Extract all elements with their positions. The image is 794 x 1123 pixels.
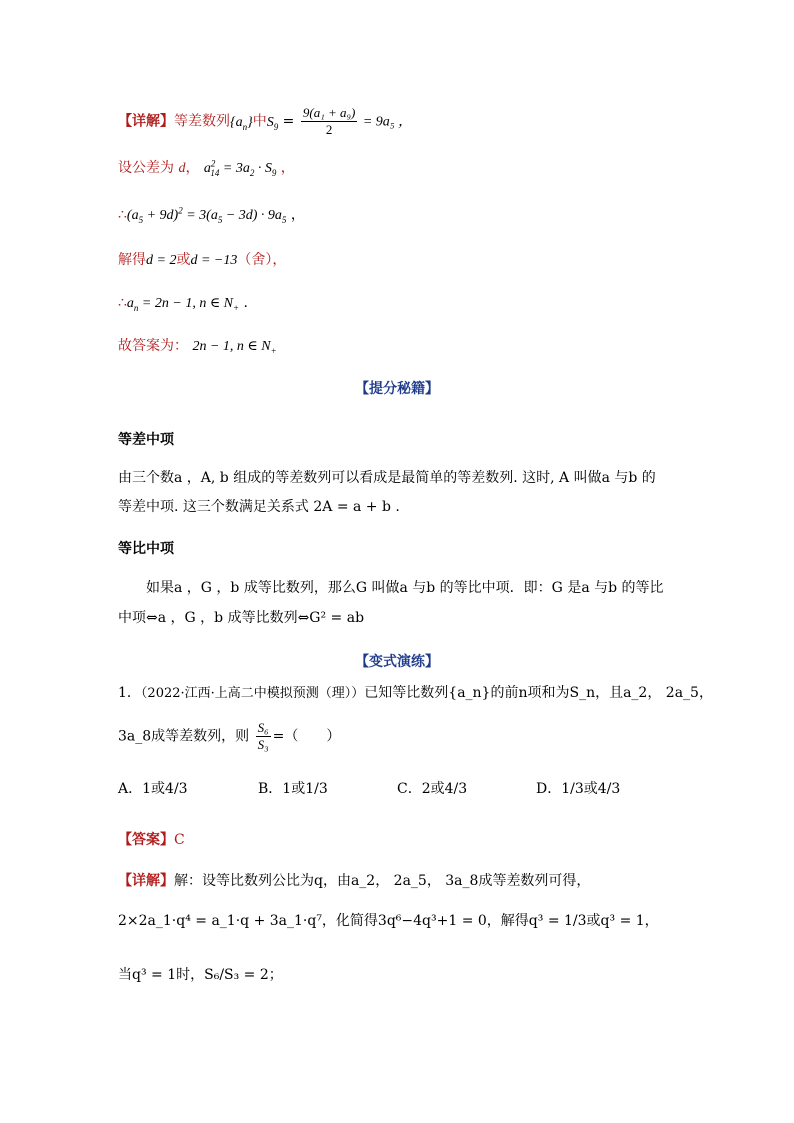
answer-value: C [174,832,185,848]
para-arithmetic-mean-a: 由三个数a ，A, b 组成的等差数列可以看成是最简单的等差数列. 这时, A 叫做a 与b 的 [118,470,656,486]
para-geometric-mean-a: 如果a ，G ，b 成等比数列，那么G 叫做a 与b 的等比中项．即：G 是a 与b 的等比 [146,580,664,596]
section-title-tips: 【提分秘籍】 [355,381,439,397]
line1-mid: 中 [252,113,267,130]
detail-line-4: 解得d = 2或d = −13（舍）， [118,252,287,268]
answer-label: 【答案】 [118,832,174,848]
question-line-b: 3a_8成等差数列，则 $\frac{\text{S₆}}{\text{S₃}}$ =（ ） [118,720,341,752]
detail-line-3: $\therefore(a_5 + 9d)^2 = 3(a_5 - 3d) \cdot 9a_5$ ， [118,205,305,225]
line2-prefix: 设公差为 [118,160,174,176]
heading-arithmetic-mean: 等差中项 [118,432,174,448]
question-line-a [118,683,713,704]
para-arithmetic-mean-b: 等差中项. 这三个数满足关系式 2A = a + b . [118,499,400,515]
question-stem: 已知等比数列{a_n}的前n项和为S_n，且a_2， 2a_5， [364,685,713,701]
heading-geometric-mean: 等比中项 [118,541,174,557]
fraction-s9: $\frac{\text{9(a₁ + a₉)}}{2}$ [302,105,356,137]
answer-prefix: 故答案为： [118,338,188,354]
question-source: （2022·江西·上高二中模拟预测（理）） [140,686,365,701]
option-b[interactable]: B．1或1/3 [258,781,328,797]
option-a[interactable]: A．1或4/3 [118,781,188,797]
line2-sep: ， [185,160,200,176]
line1-tail: = 9a₅ ， [359,114,413,130]
option-c[interactable]: C．2或4/3 [397,781,468,797]
line1-prefix: 等差数列 [174,113,230,130]
question-number: 1． [118,685,141,701]
solution-line-3: 当q³ = 1时，S₆/S₃ = 2； [118,967,283,983]
answer-line [118,830,185,850]
option-d[interactable]: D．1/3或4/3 [536,781,621,797]
detail-line-5: $\therefore a_n = 2n - 1$, n ∈ $N_+$ . [118,295,249,313]
detail-line-1: 【详解】等差数列$\{a_n\}$中$S_9$ = $\frac{\text{9(a₁ + a₉)}}{2}$ = 9a₅ ， [118,105,413,137]
solution-label: 【详解】 [118,873,174,889]
detail-line-2: 设公差为 d， $a^2_{14} = 3a_2 \cdot S_9$ ， [118,158,295,178]
detail-label: 【详解】 [118,113,174,130]
solution-line-1: 【详解】解：设等比数列公比为q，由a_2， 2a_5， 3a_8成等差数列可得， [118,873,591,889]
para-geometric-mean-b: 中项⇔a ，G ，b 成等比数列⇔G² = ab [118,610,365,626]
fraction-s6-s3: $\frac{\text{S₆}}{\text{S₃}}$ [257,720,269,752]
detail-line-6: 故答案为： 2n − 1, n ∈ $N_+$ [118,338,277,356]
line2-var: d [178,161,186,176]
section-title-practice: 【变式演练】 [355,654,439,670]
solution-line-2: 2×2a_1·q⁴ = a_1·q + 3a_1·q⁷，化简得3q⁶−4q³+1 = 0，解得q³ = 1/3或q³ = 1， [118,913,659,929]
